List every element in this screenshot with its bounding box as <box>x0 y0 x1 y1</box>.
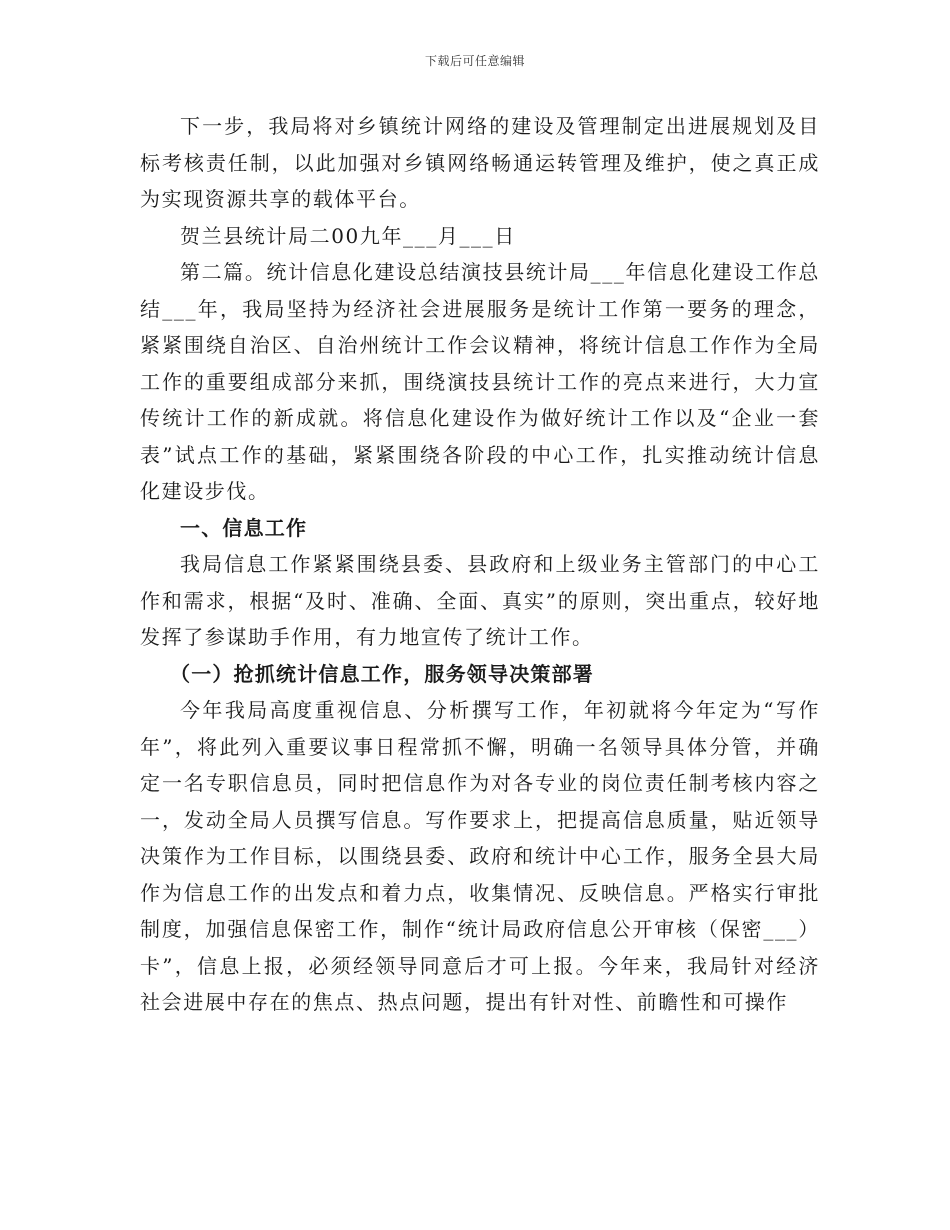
paragraph-second-article: 第二篇。统计信息化建设总结演技县统计局___年信息化建设工作总结___年，我局坚持为经济社会进展服务是统计工作第一要务的理念，紧紧围绕自治区、自治州统计工作会议精神，将统计信息工作作为全局工作的重要组成部分来抓，围绕演技县统计工作的亮点来进行，大力宣传统计工作的新成就。将信息化建设作为做好统计工作以及“企业一套表”试点工作的基础，紧紧围绕各阶段的中心工作，扎实推动统计信息化建设步伐。 <box>140 260 820 503</box>
document-body <box>140 108 820 1021</box>
page-header: 下载后可任意编辑 <box>424 54 525 68</box>
section-heading-info-work: 一、信息工作 <box>180 515 308 540</box>
paragraph-writing-year: 今年我局高度重视信息、分析撰写工作，年初就将今年定为“写作年”，将此列入重要议事日程常抓不懈，明确一名领导具体分管，并确定一名专职信息员，同时把信息作为对各专业的岗位责任制考核内容之一，发动全局人员撰写信息。写作要求上，把提高信息质量，贴近领导决策作为工作目标，以围绕县委、政府和统计中心工作，服务全县大局作为信息工作的出发点和着力点，收集情况、反映信息。严格实行审批制度，加强信息保密工作，制作“统计局政府信息公开审核（保密___）卡”，信息上报，必须经领导同意后才可上报。今年来，我局针对经济社会进展中存在的焦点、热点问题，提出有针对性、前瞻性和可操作 <box>140 698 820 1014</box>
subsection-heading: （一）抢抓统计信息工作，服务领导决策部署 <box>170 661 594 686</box>
paragraph-next-step: 下一步，我局将对乡镇统计网络的建设及管理制定出进展规划及目标考核责任制，以此加强对乡镇网络畅通运转管理及维护，使之真正成为实现资源共享的载体平台。 <box>140 114 820 211</box>
paragraph-signature-date: 贺兰县统计局二00九年___月___日 <box>180 223 516 248</box>
paragraph-info-work: 我局信息工作紧紧围绕县委、县政府和上级业务主管部门的中心工作和需求，根据“及时、准确、全面、真实”的原则，突出重点，较好地发挥了参谋助手作用，有力地宣传了统计工作。 <box>140 552 820 649</box>
